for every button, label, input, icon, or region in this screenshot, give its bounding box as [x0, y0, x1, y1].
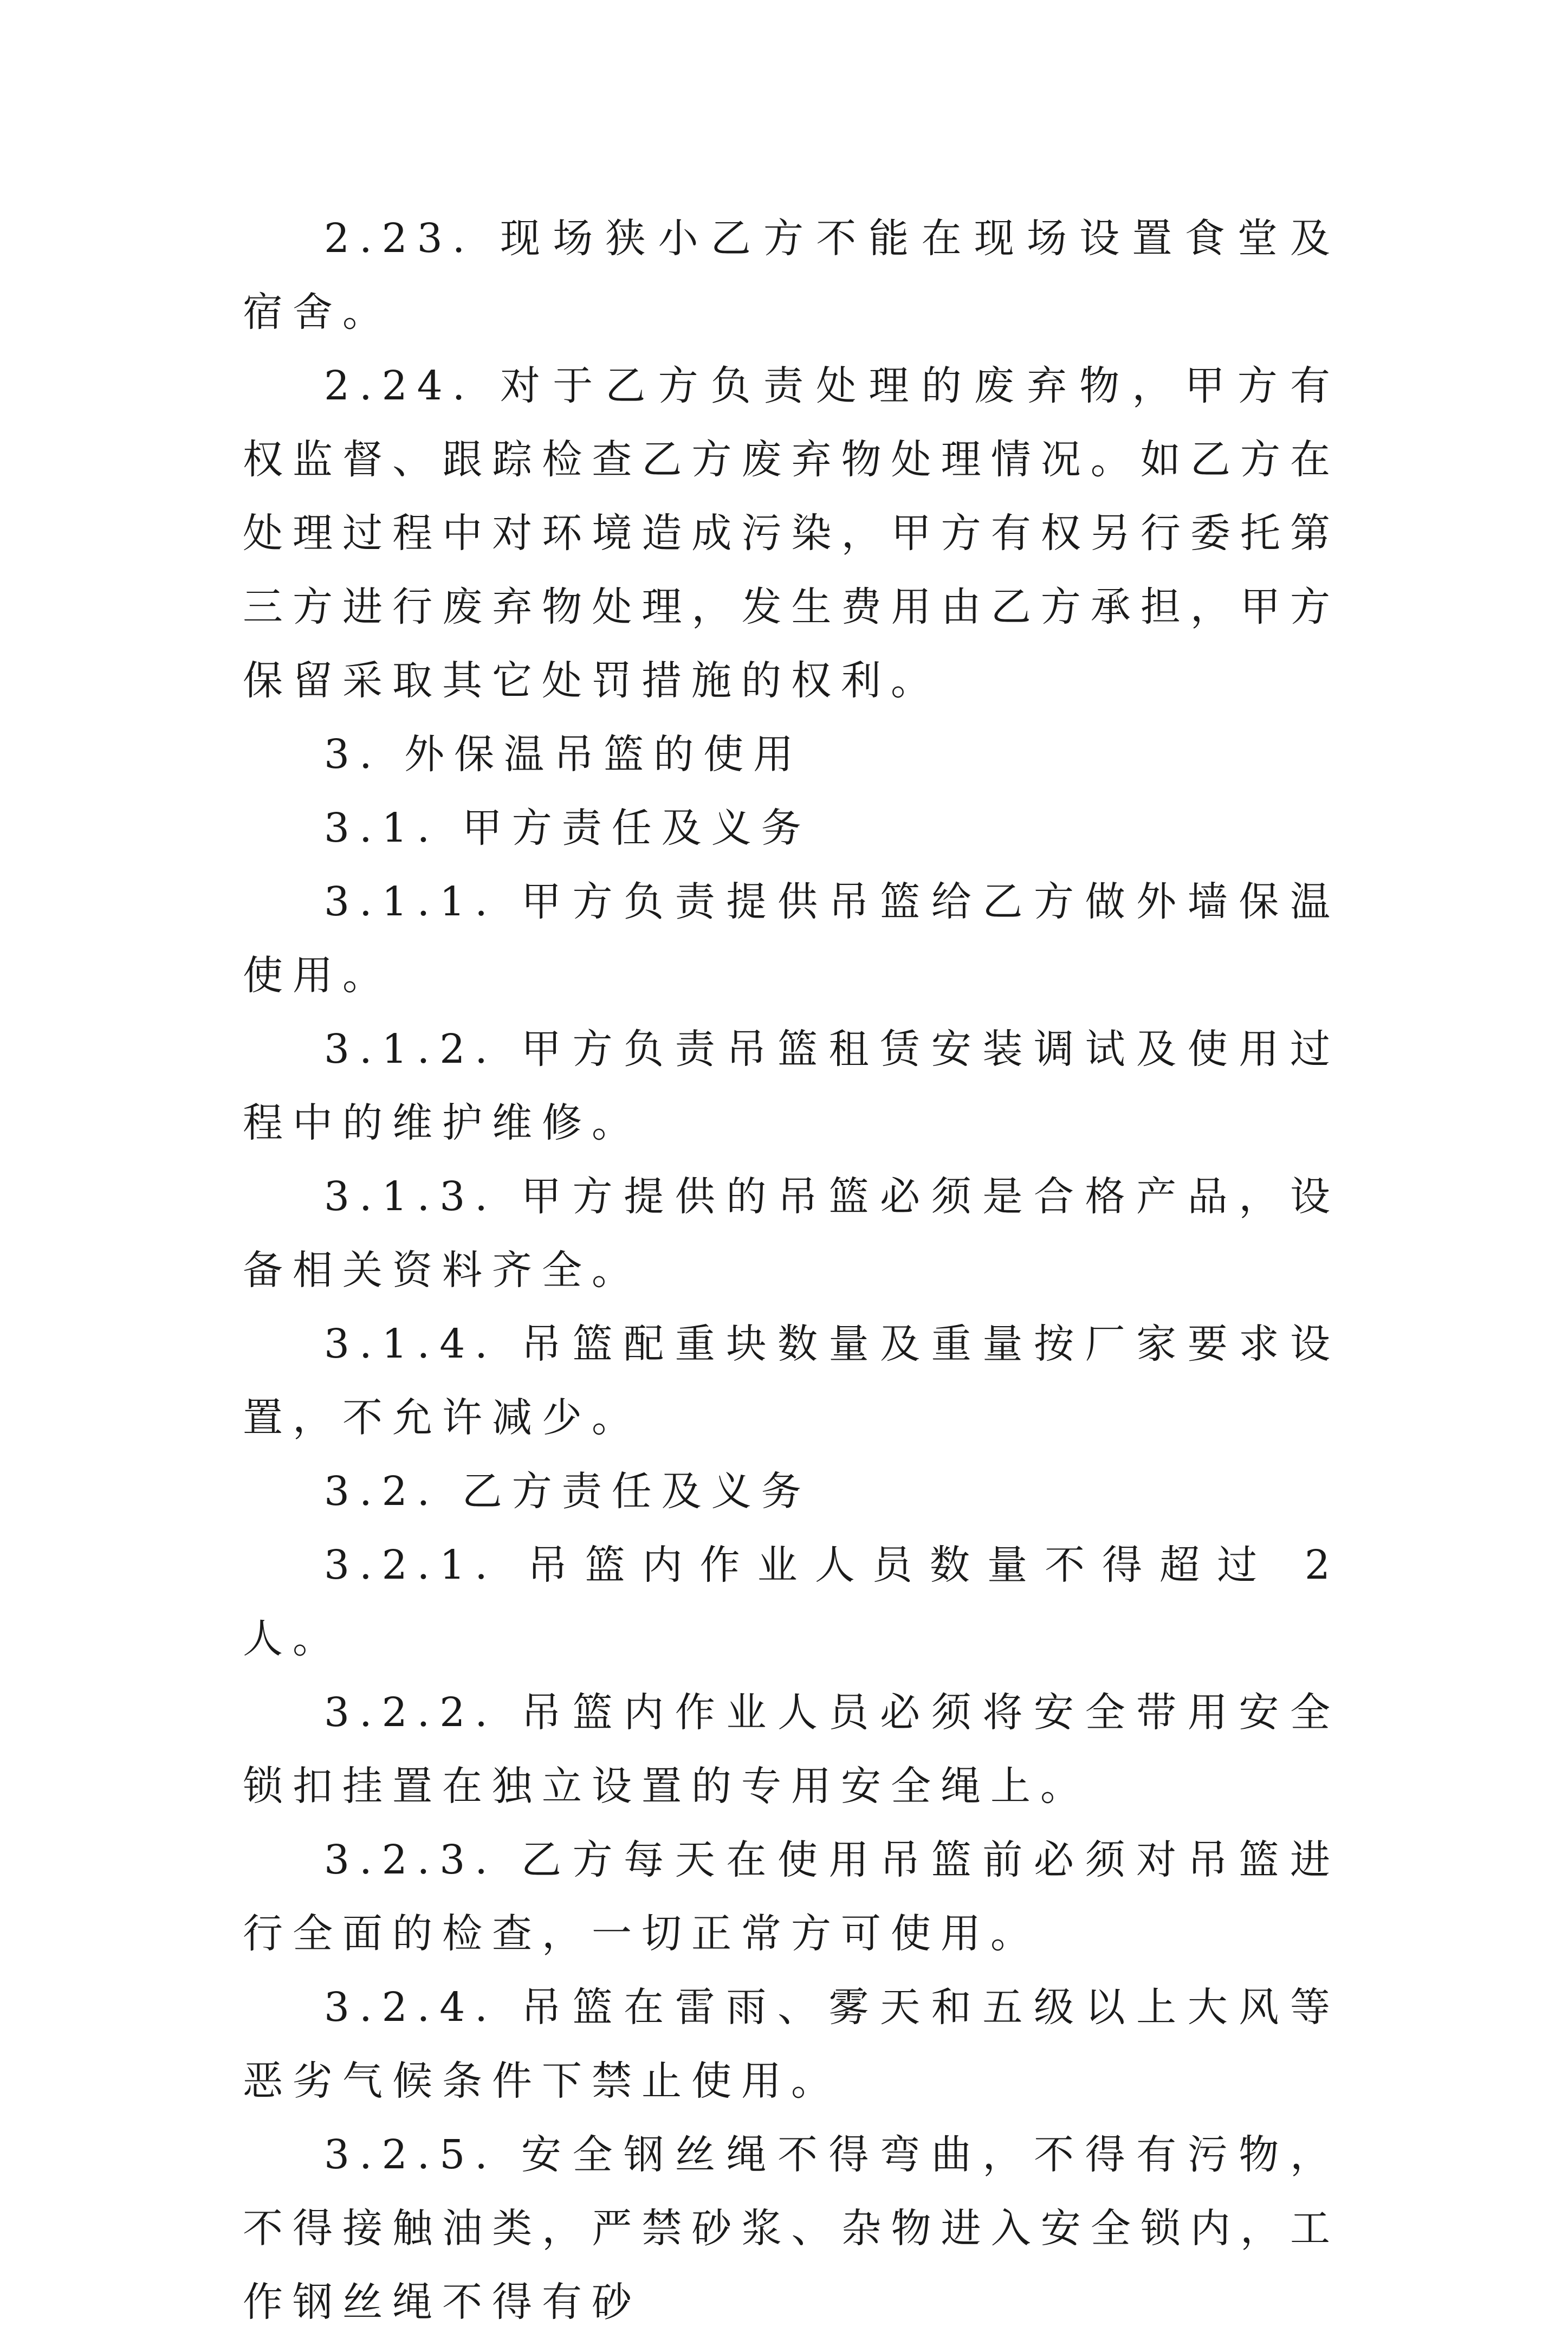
- document-body: [243, 202, 1340, 2339]
- clause-3-2-1: 3.2.1. 吊篮内作业人员数量不得超过 2 人。: [243, 1542, 1340, 1662]
- section-3-2-heading: 3.2. 乙方责任及义务: [324, 1468, 811, 1515]
- section-3-1-heading: 3.1. 甲方责任及义务: [324, 805, 811, 851]
- clause-3-1-3: 3.1.3. 甲方提供的吊篮必须是合格产品，设备相关资料齐全。: [243, 1173, 1340, 1294]
- clause-3-1-4: 3.1.4. 吊篮配重块数量及重量按厂家要求设置，不允许减少。: [243, 1321, 1340, 1441]
- clause-3-2-2: 3.2.2. 吊篮内作业人员必须将安全带用安全锁扣挂置在独立设置的专用安全绳上。: [243, 1689, 1340, 1810]
- clause-2-23: 2.23. 现场狭小乙方不能在现场设置食堂及宿舍。: [243, 215, 1340, 335]
- clause-3-2-3: 3.2.3. 乙方每天在使用吊篮前必须对吊篮进行全面的检查，一切正常方可使用。: [243, 1837, 1340, 1957]
- clause-3-1-1: 3.1.1. 甲方负责提供吊篮给乙方做外墙保温使用。: [243, 878, 1340, 999]
- clause-3-2-5: 3.2.5. 安全钢丝绳不得弯曲，不得有污物，不得接触油类，严禁砂浆、杂物进入安全锁内，工作钢丝绳不得有砂: [243, 2131, 1340, 2325]
- clause-3-1-2: 3.1.2. 甲方负责吊篮租赁安装调试及使用过程中的维护维修。: [243, 1026, 1340, 1146]
- clause-2-24: 2.24. 对于乙方负责处理的废弃物，甲方有权监督、跟踪检查乙方废弃物处理情况。如乙方在处理过程中对环境造成污染，甲方有权另行委托第三方进行废弃物处理，发生费用由乙方承担，甲方保留采取其它处罚措施的权利。: [243, 363, 1340, 704]
- clause-3-2-4: 3.2.4. 吊篮在雷雨、雾天和五级以上大风等恶劣气候条件下禁止使用。: [243, 1984, 1340, 2104]
- section-3-heading: 3. 外保温吊篮的使用: [324, 731, 804, 778]
